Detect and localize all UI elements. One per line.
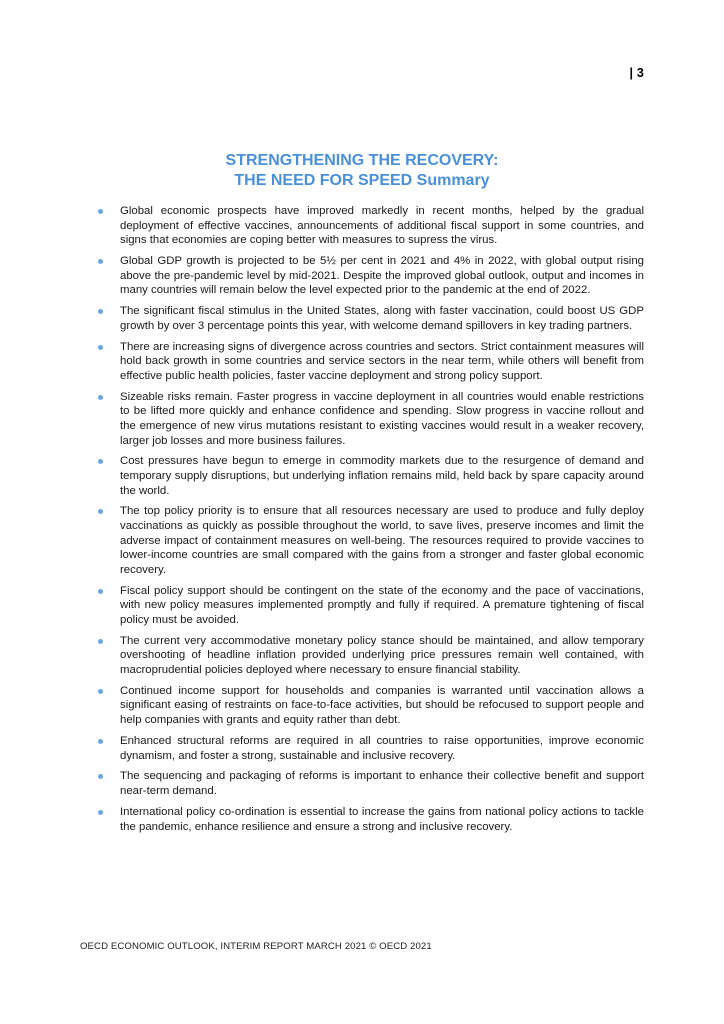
bullet-dot-icon [98,509,103,514]
bullet-item [98,634,644,678]
bullet-item [98,584,644,628]
bullet-dot-icon [98,209,103,214]
page-title [0,151,724,191]
bullet-item [98,254,644,298]
bullet-text: Continued income support for households and companies is warranted until vaccination allows a significant easing of restraints on face-to-face activities, but should be refocused to support people and help companies with grants and equity rather than debt. [120,684,644,727]
bullet-item [98,684,644,728]
bullet-dot-icon [98,395,103,400]
bullet-item [98,769,644,798]
title-line-1: STRENGTHENING THE RECOVERY: [225,152,499,169]
bullet-dot-icon [98,459,103,464]
bullet-text: There are increasing signs of divergence across countries and sectors. Strict containment measures will hold back growth in some countries and service sectors in the near term, while others will benefit from effective public health policies, faster vaccine deployment and strong policy support. [120,340,644,382]
bullet-dot-icon [98,345,103,350]
summary-bullet-list [98,204,644,840]
bullet-text: Global GDP growth is projected to be 5½ per cent in 2021 and 4% in 2022, with global output rising above the pre-pandemic level by mid-2021. Despite the improved global outlook, output and incomes in many countries will remain below the level expected prior to the pandemic at the end of 2022. [120,255,644,297]
page-number: | 3 [629,66,644,80]
bullet-text: Sizeable risks remain. Faster progress in vaccine deployment in all countries would enable restrictions to be lifted more quickly and enhance confidence and spending. Slow progress in vaccine rollout and the emergence of new virus mutations resistant to existing vaccines would result in a weaker recovery, larger job losses and more business failures. [120,390,644,447]
page-footer: OECD ECONOMIC OUTLOOK, INTERIM REPORT MARCH 2021 © OECD 2021 [80,941,432,952]
bullet-dot-icon [98,810,103,815]
bullet-text: Fiscal policy support should be contingent on the state of the economy and the pace of vaccinations, with new policy measures implemented promptly and fully if required. A premature tightening of fiscal policy must be avoided. [120,584,644,626]
bullet-dot-icon [98,689,103,694]
bullet-text: The sequencing and packaging of reforms is important to enhance their collective benefit and support near-term demand. [120,770,644,798]
bullet-dot-icon [98,309,103,314]
bullet-dot-icon [98,739,103,744]
bullet-dot-icon [98,589,103,594]
bullet-item [98,390,644,448]
bullet-dot-icon [98,639,103,644]
bullet-text: Enhanced structural reforms are required in all countries to raise opportunities, improve economic dynamism, and foster a strong, sustainable and inclusive recovery. [120,734,644,762]
bullet-text: The current very accommodative monetary policy stance should be maintained, and allow temporary overshooting of headline inflation provided underlying price pressures remain well contained, with macroprudential policies deployed where necessary to ensure financial stability. [120,634,644,676]
bullet-item [98,204,644,248]
bullet-text: Global economic prospects have improved markedly in recent months, helped by the gradual deployment of effective vaccines, announcements of additional fiscal support in some countries, and signs that economies are coping better with measures to supress the virus. [120,205,644,247]
bullet-item [98,454,644,498]
bullet-item [98,340,644,384]
bullet-item [98,734,644,763]
bullet-item [98,805,644,834]
bullet-dot-icon [98,259,103,264]
bullet-text: The top policy priority is to ensure that all resources necessary are used to produce and fully deploy vaccinations as quickly as possible throughout the world, to save lives, preserve incomes and limit the adverse impact of containment measures on well-being. The resources required to provide vaccines to lower-income countries are small compared with the gains from a stronger and faster global economic recovery. [120,505,644,576]
bullet-dot-icon [98,774,103,779]
bullet-item [98,504,644,577]
bullet-text: International policy co-ordination is essential to increase the gains from national policy actions to tackle the pandemic, enhance resilience and ensure a strong and inclusive recovery. [120,805,644,833]
bullet-text: The significant fiscal stimulus in the United States, along with faster vaccination, could boost US GDP growth by over 3 percentage points this year, with welcome demand spillovers in key trading partners. [120,305,644,332]
bullet-item [98,304,644,333]
title-line-2: THE NEED FOR SPEED Summary [234,172,490,189]
bullet-text: Cost pressures have begun to emerge in commodity markets due to the resurgence of demand and temporary supply disruptions, but underlying inflation remains mild, held back by spare capacity around the world. [120,455,644,497]
